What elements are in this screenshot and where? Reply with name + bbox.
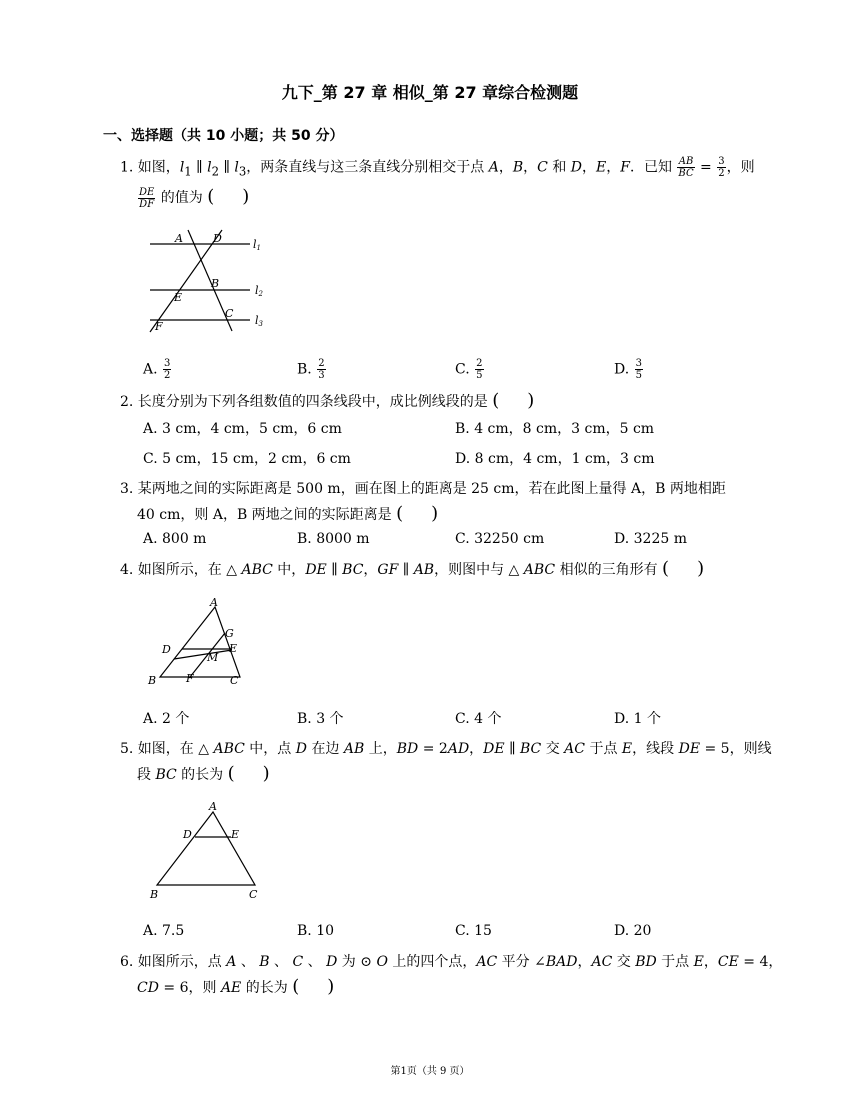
label-m: M: [207, 651, 219, 664]
q3-option-b[interactable]: B. 8000 m: [297, 531, 370, 547]
q3-option-a[interactable]: A. 800 m: [143, 531, 207, 547]
segment-de: [174, 650, 232, 659]
fraction-de-df: $\frac{DE}{DF}$: [139, 186, 155, 210]
label-c: C: [225, 307, 234, 320]
fraction-ab-bc: $\frac{AB}{BC}$: [678, 156, 694, 179]
label-a: A: [209, 800, 217, 813]
label-b: B: [150, 888, 159, 901]
question-4-line-1: 4. 如图所示，在 △ ABC 中，DE ∥ BC，GF ∥ AB，则图中与 △ ABC 相似的三角形有 ( ): [120, 558, 705, 579]
triangle-abc: [160, 607, 240, 677]
question-1-line-1: 1. 如图，$l_1$ ∥ $l_2$ ∥ $l_3$，两条直线与这三条直线分别相交于点 A，B，C 和 D，E，F．已知 $\frac{AB}{BC}$ = $\frac{3}{2}$ ，则: [120, 156, 755, 179]
q4-option-a[interactable]: A. 2 个: [143, 711, 190, 727]
q1-option-a[interactable]: A. $\frac{3}{2}$: [143, 358, 171, 381]
label-b: B: [211, 277, 220, 290]
label-l3: l3: [255, 314, 263, 328]
label-d: D: [213, 232, 222, 245]
label-d: D: [183, 828, 192, 841]
q5-option-c[interactable]: C. 15: [455, 923, 492, 939]
fraction-3-2: $\frac{3}{2}$: [718, 156, 725, 179]
label-d: D: [162, 643, 171, 656]
q5-option-b[interactable]: B. 10: [297, 923, 335, 939]
figure-parallel-lines: [140, 225, 275, 335]
q2-option-a[interactable]: A. 3 cm，4 cm，5 cm，6 cm: [143, 421, 342, 437]
q3-option-c[interactable]: C. 32250 cm: [455, 531, 545, 547]
q4-option-c[interactable]: C. 4 个: [455, 711, 502, 727]
q1-option-c[interactable]: C. $\frac{2}{5}$: [455, 358, 483, 381]
question-5-line-2: 段 BC 的长为 ( ): [137, 763, 270, 784]
triangle-abc: [157, 812, 255, 885]
q2-option-d[interactable]: D. 8 cm，4 cm，1 cm，3 cm: [455, 451, 655, 467]
label-e: E: [229, 642, 238, 655]
q2-option-b[interactable]: B. 4 cm，8 cm，3 cm，5 cm: [455, 421, 655, 437]
q4-option-d[interactable]: D. 1 个: [614, 711, 661, 727]
label-b: B: [148, 674, 157, 687]
label-c: C: [249, 888, 258, 901]
label-c: C: [230, 674, 239, 687]
question-6-line-2: CD = 6，则 AE 的长为 ( ): [137, 976, 335, 997]
label-e: E: [174, 291, 183, 304]
label-a: A: [175, 232, 183, 245]
label-l1: l1: [253, 238, 261, 252]
label-a: A: [210, 596, 218, 609]
q3-option-d[interactable]: D. 3225 m: [614, 531, 687, 547]
label-g: G: [225, 627, 234, 640]
page-footer: 第1页（共 9 页）: [390, 1066, 470, 1077]
figure-triangle-abc-4: [142, 595, 257, 690]
question-3-line-1: 3. 某两地之间的实际距离是 500 m，画在图上的距离是 25 cm，若在此图上量得 A，B 两地相距: [120, 481, 726, 497]
q5-option-d[interactable]: D. 20: [614, 923, 652, 939]
q2-option-c[interactable]: C. 5 cm，15 cm，2 cm，6 cm: [143, 451, 351, 467]
q4-option-b[interactable]: B. 3 个: [297, 711, 344, 727]
label-l2: l2: [255, 284, 263, 298]
q1-option-d[interactable]: D. $\frac{3}{5}$: [614, 358, 643, 381]
page-title: 九下_第 27 章 相似_第 27 章综合检测题: [281, 83, 579, 102]
question-5-line-1: 5. 如图，在 △ ABC 中，点 D 在边 AB 上，BD = 2AD，DE ∥ BC 交 AC 于点 E，线段 DE = 5，则线: [120, 741, 772, 757]
question-1-line-2: $\frac{DE}{DF}$ 的值为 ( ): [139, 186, 250, 210]
question-2-line-1: 2. 长度分别为下列各组数值的四条线段中，成比例线段的是 ( ): [120, 390, 535, 411]
label-f: F: [155, 320, 163, 333]
question-6-line-1: 6. 如图所示，点 A 、 B 、 C 、 D 为 ⊙ O 上的四个点，AC 平分 ∠BAD，AC 交 BD 于点 E，CE = 4，: [120, 954, 783, 970]
figure-triangle-abc-5: [145, 800, 270, 903]
q1-option-b[interactable]: B. $\frac{2}{3}$: [297, 358, 325, 381]
section-heading: 一、选择题（共 10 小题；共 50 分）: [103, 128, 344, 144]
question-3-line-2: 40 cm，则 A，B 两地之间的实际距离是 ( ): [137, 503, 439, 524]
label-f: F: [186, 672, 194, 685]
q5-option-a[interactable]: A. 7.5: [143, 923, 185, 939]
label-e: E: [231, 828, 240, 841]
